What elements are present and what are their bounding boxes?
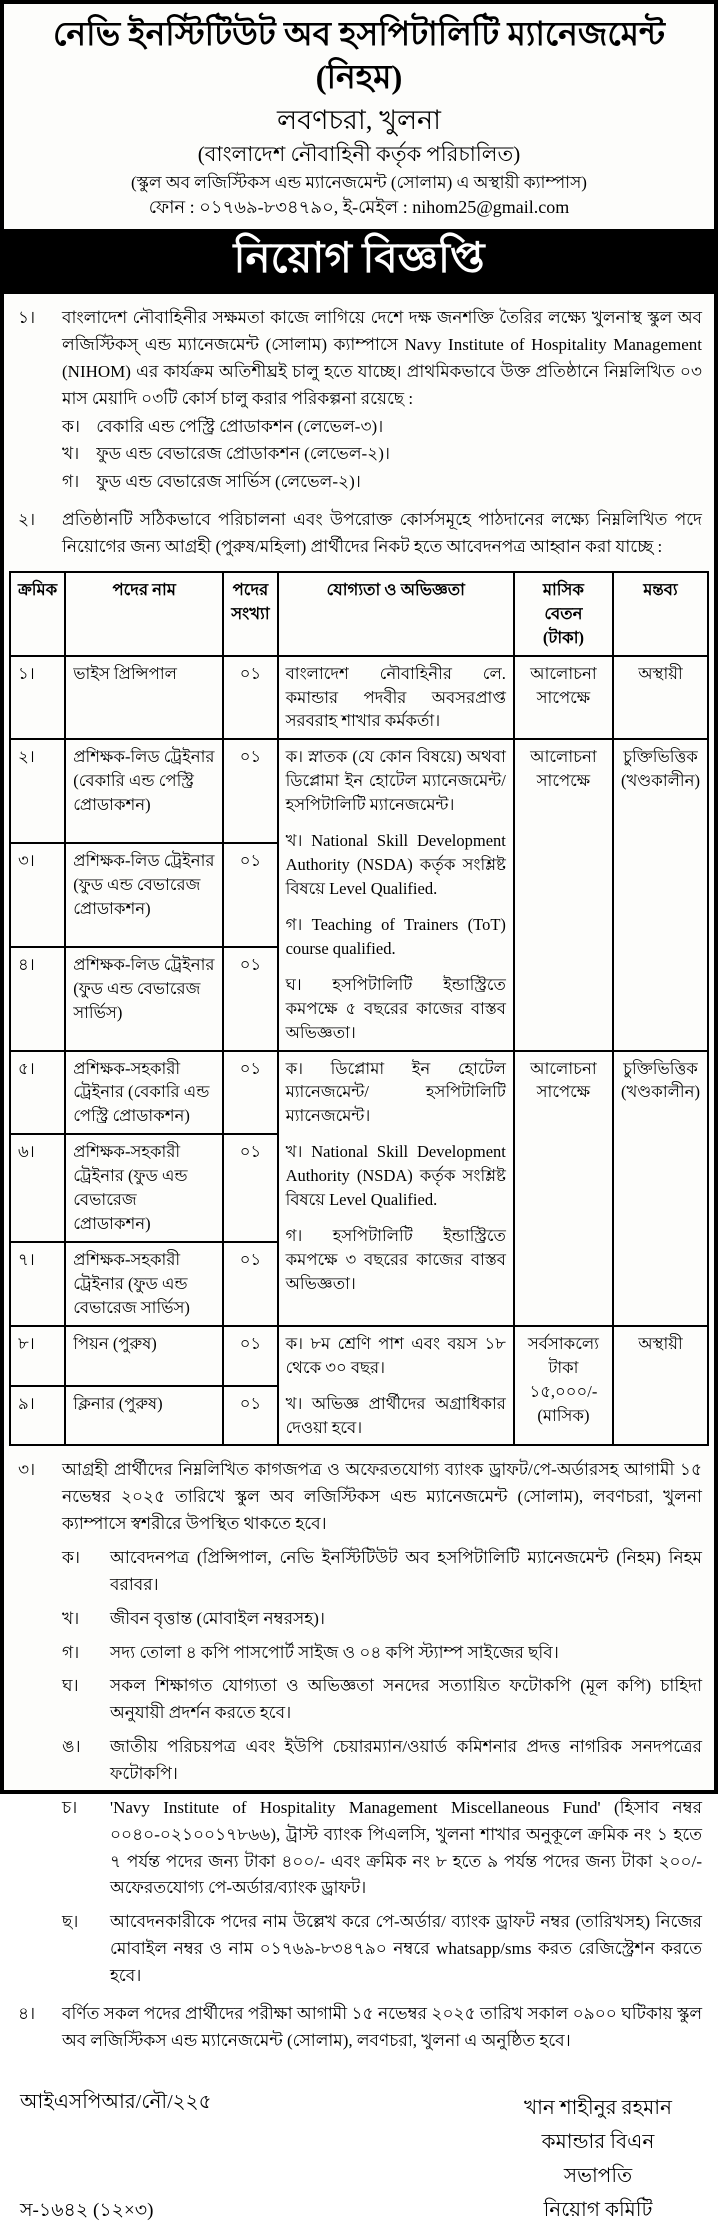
signatory-name: খান শাহীনুর রহমান [523, 2096, 672, 2119]
cell-qualification-group-lead-trainer [278, 739, 514, 1050]
cell-post: প্রশিক্ষক-সহকারী ট্রেইনার (ফুড এন্ড বেভারেজ প্রোডাকশন) [65, 1134, 223, 1242]
contact-line: ফোন : ০১৭৬৯-৮৩৪৭৯০, ই-মেইল : nihom25@gmail.com [148, 197, 570, 218]
cell-count: ০১ [223, 1386, 277, 1446]
cell-serial: ৪। [10, 947, 65, 1051]
table-row [10, 1326, 708, 1386]
document-item-text: সদ্য তোলা ৪ কপি পাসপোর্ট সাইজ ও ০৪ কপি স্ট্যাম্প সাইজের ছবি। [110, 1642, 559, 1662]
organization-title: নেভি ইনস্টিটিউট অব হসপিটালিটি ম্যানেজমেন্ট (নিহম) [53, 17, 665, 96]
table-row [10, 739, 708, 843]
cell-remark: চুক্তিভিত্তিক (খণ্ডকালীন) [613, 1051, 708, 1326]
paragraph-2 [4, 507, 714, 561]
document-item-text: 'Navy Institute of Hospitality Management Miscellaneous Fund' (হিসাব নম্বর ০০৪০-০২১০০১৭৮৬৬), ট্রাস্ট ব্যাংক পিএলসি, খুলনা শাখার অনুকূলে ক্রমিক নং ১ হতে ৭ পর্যন্ত পদের জন্য টাকা ৪০০/- এবং ক্রমিক নং ৮ হতে ৯ পর্যন্ত পদের জন্য টাকা ২০০/- অফেরতযোগ্য পে-অর্ডার/ব্যাংক ড্রাফট। [110, 1797, 702, 1898]
cell-salary: আলোচনা সাপেক্ষে [514, 656, 613, 740]
paragraph-1 [4, 305, 714, 496]
letterhead [4, 4, 714, 223]
cell-post: প্রশিক্ষক-সহকারী ট্রেইনার (ফুড এন্ড বেভারেজ সার্ভিস) [65, 1242, 223, 1326]
cell-serial: ৯। [10, 1386, 65, 1446]
paragraph-4 [4, 2001, 714, 2055]
cell-post: প্রশিক্ষক-লিড ট্রেইনার (ফুড এন্ড বেভারেজ প্রোডাকশন) [65, 843, 223, 947]
cell-remark: চুক্তিভিত্তিক (খণ্ডকালীন) [613, 739, 708, 1050]
table-header-row [10, 572, 708, 656]
course-item-text: ফুড এন্ড বেভারেজ সার্ভিস (লেভেল-২)। [96, 472, 361, 492]
cell-serial: ৮। [10, 1326, 65, 1386]
course-item-label: গ। [62, 472, 80, 492]
paragraph-3-text: আগ্রহী প্রার্থীদের নিম্নলিখিত কাগজপত্র ও অফেরতযোগ্য ব্যাংক ড্রাফট/পে-অর্ডারসহ আগামী ১৫ নভেম্বর ২০২৫ তারিখে স্কুল অব লজিস্টিকস এন্ড ম্যানেজমেন্ট (সোলাম), লবণচরা, খুলনা ক্যাম্পাসে স্বশরীরে উপস্থিত থাকতে হবে। [62, 1460, 702, 1534]
paragraph-1-number: ১। [18, 308, 36, 328]
document-item [62, 1795, 702, 1902]
document-item [62, 1734, 702, 1788]
cell-post: পিয়ন (পুরুষ) [65, 1326, 223, 1386]
cell-serial: ৬। [10, 1134, 65, 1242]
ispr-reference-number: আইএসপিআর/নৌ/২২৫ [20, 2090, 212, 2113]
document-item-text: জাতীয় পরিচয়পত্র এবং ইউপি চেয়ারম্যান/ওয়ার্ড কমিশনার প্রদত্ত নাগরিক সনদপত্রের ফটোকপি। [110, 1737, 702, 1784]
document-item [62, 1545, 702, 1599]
header-salary: মাসিক বেতন (টাকা) [514, 572, 613, 656]
press-code: স-১৬৪২ (১২×৩) [20, 2199, 154, 2221]
qualification-item: খ। National Skill Development Authority (NSDA) কর্তৃক সংশ্লিষ্ট বিষয়ে Level Qualified. [285, 1142, 506, 1210]
cell-qualification-group-support-staff [278, 1326, 514, 1446]
qualification-item: ক। ডিপ্লোমা ইন হোটেল ম্যানেজমেন্ট/ হসপিটালিটি ম্যানেজমেন্ট। [285, 1058, 506, 1126]
paragraph-3 [4, 1457, 714, 1989]
qualification-item: ঘ। হসপিটালিটি ইন্ডাস্ট্রিতে কমপক্ষে ৫ বছরের কাজের বাস্তব অভিজ্ঞতা। [285, 974, 506, 1042]
paragraph-2-number: ২। [18, 510, 36, 530]
header-remark: মন্তব্য [613, 572, 708, 656]
qualification-item: খ। অভিজ্ঞ প্রার্থীদের অগ্রাধিকার দেওয়া হবে। [285, 1393, 506, 1437]
cell-post: প্রশিক্ষক-সহকারী ট্রেইনার (বেকারি এন্ড পেস্ট্রি প্রোডাকশন) [65, 1051, 223, 1135]
course-item [62, 441, 702, 468]
document-item-label: ঘ। [62, 1676, 79, 1696]
paragraph-1-text: বাংলাদেশ নৌবাহিনীর সক্ষমতা কাজে লাগিয়ে দেশে দক্ষ জনশক্তি তৈরির লক্ষ্যে খুলনাস্থ স্কুল অব লজিস্টিকস্ এন্ড ম্যানেজমেন্ট (সোলাম) ক্যাম্পাসে Navy Institute of Hospitality Management (NIHOM) এর কার্যক্রম অতিশীঘ্রই চালু হতে যাচ্ছে। প্রাথমিকভাবে উক্ত প্রতিষ্ঠানে নিম্নলিখিত ০৩ মাস মেয়াদি ০৩টি কোর্স চালু করার পরিকল্পনা রয়েছে : [62, 308, 702, 408]
signatory-title: সভাপতি [563, 2164, 633, 2187]
cell-count: ০১ [223, 1051, 277, 1135]
document-item-text: জীবন বৃত্তান্ত (মোবাইল নম্বরসহ)। [110, 1608, 325, 1628]
cell-count: ০১ [223, 947, 277, 1051]
cell-serial: ১। [10, 656, 65, 740]
header-qualification: যোগ্যতা ও অভিজ্ঞতা [278, 572, 514, 656]
header-post: পদের নাম [65, 572, 223, 656]
document-item-label: ঙ। [62, 1737, 81, 1757]
table-row [10, 1051, 708, 1135]
campus-note-line: (স্কুল অব লজিস্টিকস এন্ড ম্যানেজমেন্ট (সোলাম) এ অস্থায়ী ক্যাম্পাস) [131, 172, 587, 192]
cell-remark: অস্থায়ী [613, 656, 708, 740]
cell-serial: ৭। [10, 1242, 65, 1326]
cell-post: প্রশিক্ষক-লিড ট্রেইনার (ফুড এন্ড বেভারেজ সার্ভিস) [65, 947, 223, 1051]
header-count: পদের সংখ্যা [223, 572, 277, 656]
cell-serial: ৩। [10, 843, 65, 947]
organization-location: লবণচরা, খুলনা [276, 104, 442, 135]
qualification-item: গ। হসপিটালিটি ইন্ডাস্ট্রিতে কমপক্ষে ৩ বছরের কাজের বাস্তব অভিজ্ঞতা। [285, 1226, 506, 1293]
signatory-committee: নিয়োগ কমিটি [543, 2198, 653, 2221]
document-item-text: আবেদনকারীকে পদের নাম উল্লেখ করে পে-অর্ডার/ ব্যাংক ড্রাফট নম্বর (তারিখসহ) নিজের মোবাইল নম্বর ও নাম ০১৭৬৯-৮৩৪৭৯০ নম্বরে whatsapp/sms করত রেজিস্ট্রেশন করতে হবে। [110, 1912, 702, 1986]
course-item-text: বেকারি এন্ড পেস্ট্রি প্রোডাকশন (লেভেল-৩)। [96, 416, 384, 436]
signatory-rank: কমান্ডার বিএন [541, 2130, 655, 2153]
signature-block [524, 2091, 672, 2227]
cell-post: ক্লিনার (পুরুষ) [65, 1386, 223, 1446]
document-item-label: চ। [62, 1797, 78, 1817]
cell-salary: আলোচনা সাপেক্ষে [514, 1051, 613, 1326]
qualification-item: ক। স্নাতক (যে কোন বিষয়ে) অথবা ডিপ্লোমা ইন হোটেল ম্যানেজমেন্ট/ হসপিটালিটি ম্যানেজমেন্ট। [285, 747, 506, 815]
header-serial: ক্রমিক [10, 572, 65, 656]
cell-salary: আলোচনা সাপেক্ষে [514, 739, 613, 1050]
operated-by-line: (বাংলাদেশ নৌবাহিনী কর্তৃক পরিচালিত) [197, 142, 521, 167]
document-item-label: খ। [62, 1608, 80, 1628]
paragraph-4-text: বর্ণিত সকল পদের প্রার্থীদের পরীক্ষা আগামী ১৫ নভেম্বর ২০২৫ তারিখ সকাল ০৯০০ ঘটিকায় স্কুল অব লজিস্টিকস এন্ড ম্যানেজমেন্ট (সোলাম), লবণচরা, খুলনা এ অনুষ্ঠিত হবে। [62, 2003, 702, 2050]
cell-post: প্রশিক্ষক-লিড ট্রেইনার (বেকারি এন্ড পেস্ট্রি প্রোডাকশন) [65, 739, 223, 843]
document-item-text: সকল শিক্ষাগত যোগ্যতা ও অভিজ্ঞতা সনদের সত্যায়িত ফটোকপি (মূল কপি) চাহিদা অনুযায়ী প্রদর্শন করতে হবে। [110, 1676, 702, 1723]
document-item-label: গ। [62, 1642, 80, 1662]
cell-serial: ২। [10, 739, 65, 843]
document-item [62, 1673, 702, 1727]
qualification-item: খ। National Skill Development Authority (NSDA) কর্তৃক সংশ্লিষ্ট বিষয়ে Level Qualified. [285, 831, 506, 899]
course-item-text: ফুড এন্ড বেভারেজ প্রোডাকশন (লেভেল-২)। [96, 444, 390, 464]
footer [4, 2073, 714, 2238]
document-item [62, 1606, 702, 1633]
table-row [10, 656, 708, 740]
qualification-item: ক। ৮ম শ্রেণি পাশ এবং বয়স ১৮ থেকে ৩০ বছর। [285, 1333, 506, 1377]
cell-count: ০১ [223, 739, 277, 843]
cell-serial: ৫। [10, 1051, 65, 1135]
document-item-text: আবেদনপত্র (প্রিন্সিপাল, নেভি ইনস্টিটিউট অব হসপিটালিটি ম্যানেজমেন্ট (নিহম) নিহম বরাবর। [110, 1548, 702, 1594]
cell-count: ০১ [223, 1242, 277, 1326]
cell-count: ০১ [223, 656, 277, 740]
cell-count: ০১ [223, 1326, 277, 1386]
document-item-label: ক। [62, 1548, 80, 1568]
document-item [62, 1909, 702, 1990]
cell-remark: অস্থায়ী [613, 1326, 708, 1446]
notice-title-banner: নিয়োগ বিজ্ঞপ্তি [4, 229, 714, 295]
qualification-item: গ। Teaching of Trainers (ToT) course qualified. [285, 914, 506, 958]
course-item-label: ক। [62, 416, 80, 436]
course-item [62, 414, 702, 441]
document-item-label: ছ। [62, 1912, 79, 1932]
cell-post: ভাইস প্রিন্সিপাল [65, 656, 223, 740]
cell-qualification-group-assistant-trainer [278, 1051, 514, 1326]
document-item [62, 1640, 702, 1667]
cell-count: ০১ [223, 1134, 277, 1242]
paragraph-3-number: ৩। [18, 1460, 36, 1480]
cell-count: ০১ [223, 843, 277, 947]
vacancy-table [9, 571, 709, 1447]
cell-qualification: বাংলাদেশ নৌবাহিনীর লে. কমান্ডার পদবীর অবসরপ্রাপ্ত সরবরাহ শাখার কর্মকর্তা। [278, 656, 514, 740]
course-item-label: খ। [62, 444, 80, 464]
paragraph-4-number: ৪। [18, 2003, 36, 2023]
cell-salary: সর্বসাকল্যে টাকা ১৫,০০০/- (মাসিক) [514, 1326, 613, 1446]
paragraph-2-text: প্রতিষ্ঠানটি সঠিকভাবে পরিচালনা এবং উপরোক্ত কোর্সসমূহে পাঠদানের লক্ষ্যে নিম্নলিখিত পদে নিয়োগের জন্য আগ্রহী (পুরুষ/মহিলা) প্রার্থীদের নিকট হতে আবেদনপত্র আহ্বান করা যাচ্ছে : [62, 510, 702, 557]
course-item [62, 469, 702, 496]
